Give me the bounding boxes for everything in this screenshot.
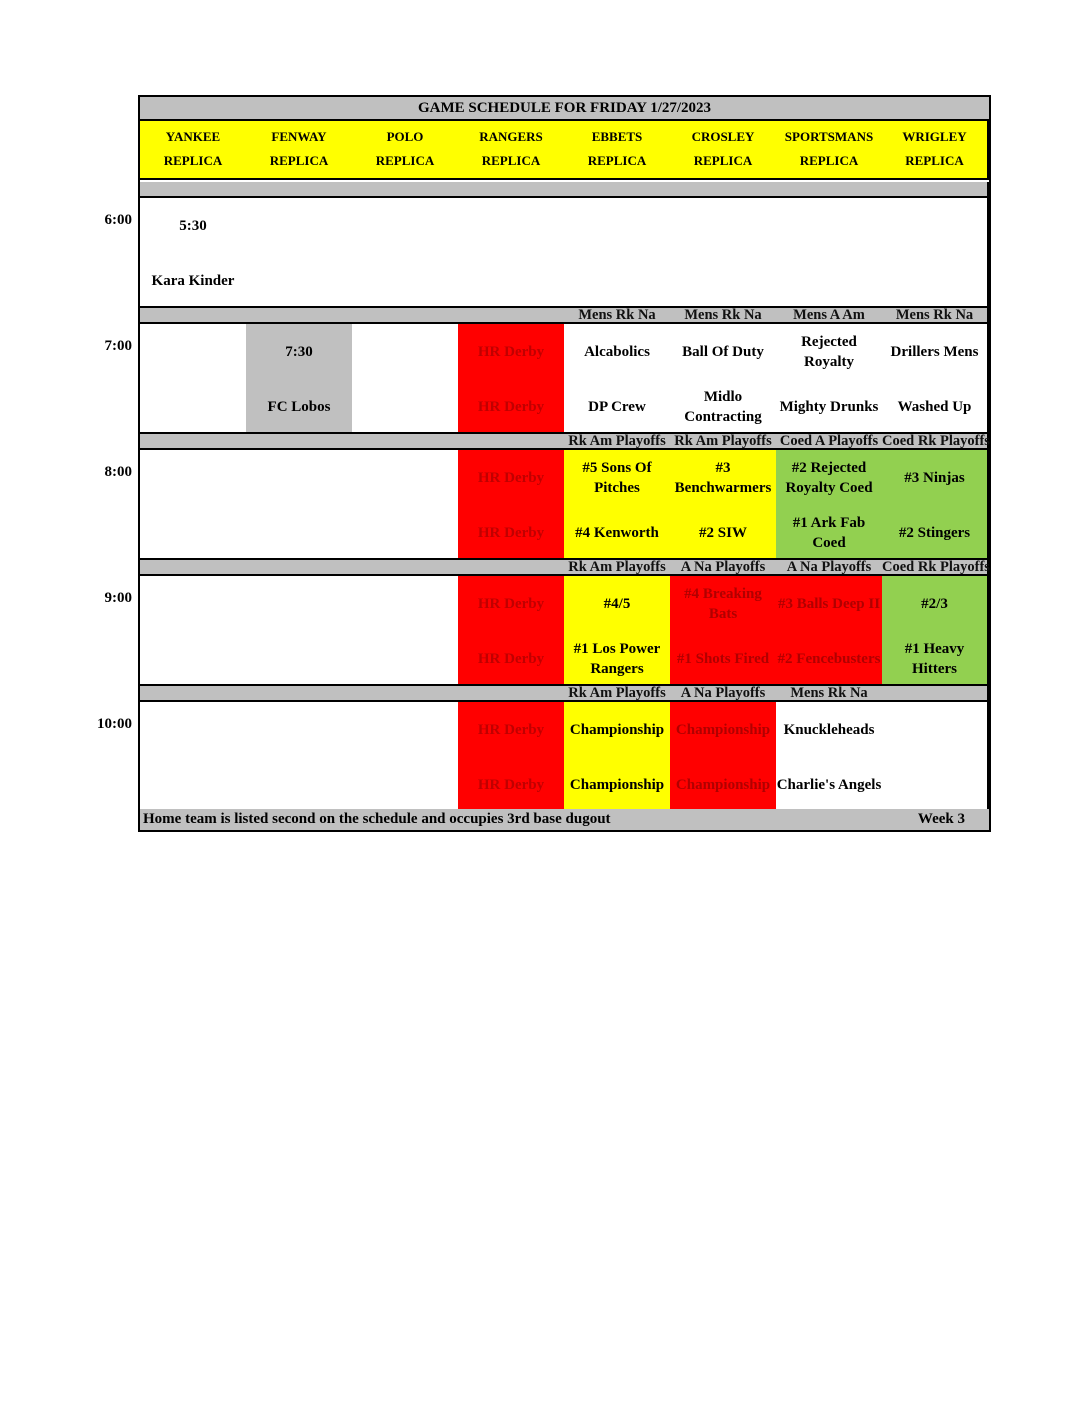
team-away: 7:30 (285, 344, 313, 360)
game-cell (352, 324, 460, 434)
division-label: A Na Playoffs (670, 560, 778, 576)
game-cell (458, 324, 566, 434)
team-away: Ball Of Duty (682, 344, 764, 360)
team-away: #2 Rejected Royalty Coed (785, 460, 873, 496)
team-away (246, 456, 352, 500)
division-label (140, 560, 248, 576)
team-home (564, 259, 670, 303)
game-cell (564, 198, 672, 308)
field-header (140, 121, 248, 180)
field-header (564, 121, 672, 180)
team-away: #3 Balls Deep II (777, 596, 881, 612)
division-label (564, 182, 672, 198)
field-name: RANGERS (479, 129, 543, 144)
division-label (776, 182, 884, 198)
game-cell (140, 450, 248, 560)
team-home (352, 511, 458, 555)
team-away: Knuckleheads (783, 722, 875, 738)
team-home: HR Derby (477, 525, 545, 541)
game-cell (776, 198, 884, 308)
team-home (352, 259, 458, 303)
team-away: #3 Ninjas (904, 470, 965, 486)
footer-note: Home team is listed second on the schedule and occupies 3rd base dugout (143, 811, 611, 827)
game-cell (458, 450, 566, 560)
game-cell (670, 576, 778, 686)
game-cell (246, 576, 354, 686)
schedule-title: GAME SCHEDULE FOR FRIDAY 1/27/2023 (140, 97, 989, 121)
division-label (246, 308, 354, 324)
game-cell (670, 702, 778, 812)
team-away (352, 330, 458, 374)
division-label (882, 182, 989, 198)
team-home: DP Crew (588, 399, 646, 415)
game-cell (140, 324, 248, 434)
division-label: Rk Am Playoffs (564, 686, 672, 702)
field-name: WRIGLEY (902, 129, 967, 144)
division-label (352, 308, 460, 324)
game-cell (882, 702, 989, 812)
division-label: Mens Rk Na (882, 308, 989, 324)
team-away (352, 582, 458, 626)
team-away: HR Derby (477, 596, 545, 612)
team-home: #1 Heavy Hitters (904, 641, 965, 677)
division-label (882, 686, 989, 702)
team-away: HR Derby (477, 722, 545, 738)
division-label: Rk Am Playoffs (670, 434, 778, 450)
team-away: Championship (675, 722, 771, 738)
field-header (458, 121, 566, 180)
time-label: 10:00 (97, 716, 132, 732)
game-cell (564, 324, 672, 434)
team-away: Championship (569, 722, 665, 738)
team-away (140, 330, 246, 374)
team-away (882, 708, 987, 752)
division-label: Mens Rk Na (564, 308, 672, 324)
division-label (458, 434, 566, 450)
division-label (140, 434, 248, 450)
team-home (882, 763, 987, 807)
field-header (670, 121, 778, 180)
team-home: HR Derby (477, 399, 545, 415)
team-home (882, 259, 987, 303)
team-home: Washed Up (897, 399, 972, 415)
team-home (670, 259, 776, 303)
division-label (246, 434, 354, 450)
team-away (458, 204, 564, 248)
team-away: #4/5 (603, 596, 631, 612)
field-sub: REPLICA (799, 153, 859, 168)
field-sub: REPLICA (481, 153, 541, 168)
team-home: HR Derby (477, 777, 545, 793)
field-header (776, 121, 884, 180)
game-cell (776, 324, 884, 434)
division-label: A Na Playoffs (670, 686, 778, 702)
team-away: #2/3 (921, 596, 948, 612)
field-header (352, 121, 460, 180)
division-label (140, 182, 248, 198)
team-home (246, 637, 352, 681)
division-label (458, 182, 566, 198)
field-sub: REPLICA (693, 153, 753, 168)
field-name: FENWAY (271, 129, 327, 144)
game-cell (140, 576, 248, 686)
game-cell (246, 450, 354, 560)
team-away (246, 708, 352, 752)
team-away (352, 708, 458, 752)
division-label (352, 434, 460, 450)
team-home (140, 763, 246, 807)
team-away (564, 204, 670, 248)
team-away (140, 456, 246, 500)
game-cell (246, 324, 354, 434)
team-home: #1 Los Power Rangers (573, 641, 661, 677)
field-header (246, 121, 354, 180)
division-label (458, 686, 566, 702)
time-label: 8:00 (104, 464, 132, 480)
game-cell (564, 576, 672, 686)
division-label: Rk Am Playoffs (564, 560, 672, 576)
division-label (352, 686, 460, 702)
field-sub: REPLICA (587, 153, 647, 168)
team-away: HR Derby (477, 344, 545, 360)
field-name: EBBETS (591, 129, 643, 144)
team-home: Kara Kinder (151, 273, 235, 289)
team-away: Alcabolics (584, 344, 650, 360)
footer-week: Week 3 (917, 811, 965, 827)
team-away (246, 204, 352, 248)
team-away (140, 708, 246, 752)
team-home: Championship (675, 777, 771, 793)
division-label: Rk Am Playoffs (564, 434, 672, 450)
game-cell (776, 450, 884, 560)
game-cell (140, 702, 248, 812)
field-sub: REPLICA (163, 153, 223, 168)
team-home: Championship (569, 777, 665, 793)
team-away (140, 582, 246, 626)
time-label: 7:00 (104, 338, 132, 354)
team-home (140, 511, 246, 555)
game-cell (458, 198, 566, 308)
team-away: #5 Sons Of Pitches (582, 460, 652, 496)
time-label: 6:00 (104, 212, 132, 228)
division-label (246, 182, 354, 198)
team-away (352, 204, 458, 248)
game-cell (458, 702, 566, 812)
team-home: Midlo Contracting (684, 389, 762, 425)
team-away (246, 582, 352, 626)
team-home (140, 637, 246, 681)
game-cell (670, 198, 778, 308)
game-cell (246, 702, 354, 812)
team-away (670, 204, 776, 248)
field-name: SPORTSMANS (784, 129, 874, 144)
team-away: HR Derby (477, 470, 545, 486)
team-away: Drillers Mens (890, 344, 979, 360)
game-cell (882, 324, 989, 434)
team-home: Mighty Drunks (779, 399, 879, 415)
team-home: #1 Shots Fired (676, 651, 770, 667)
team-home: #2 Stingers (898, 525, 971, 541)
team-home (352, 385, 458, 429)
division-label (458, 560, 566, 576)
division-label: A Na Playoffs (776, 560, 884, 576)
division-label (458, 308, 566, 324)
division-label: Mens Rk Na (776, 686, 884, 702)
game-cell (352, 198, 460, 308)
game-cell (246, 198, 354, 308)
game-cell (564, 702, 672, 812)
team-home (776, 259, 882, 303)
game-cell (564, 450, 672, 560)
team-home (246, 763, 352, 807)
game-cell (882, 450, 989, 560)
schedule-footer (140, 809, 989, 830)
team-away: #3 Benchwarmers (674, 460, 772, 496)
game-cell (670, 324, 778, 434)
game-cell (882, 576, 989, 686)
team-home (458, 259, 564, 303)
team-away: 5:30 (179, 218, 207, 234)
division-label: Mens Rk Na (670, 308, 778, 324)
field-sub: REPLICA (269, 153, 329, 168)
field-header (882, 121, 989, 180)
division-label (352, 182, 460, 198)
team-home: #4 Kenworth (575, 525, 659, 541)
game-cell (882, 198, 989, 308)
game-cell (352, 450, 460, 560)
schedule-table (138, 95, 991, 832)
field-sub: REPLICA (375, 153, 435, 168)
team-away: Rejected Royalty (801, 334, 857, 370)
game-cell (458, 576, 566, 686)
team-home: FC Lobos (267, 399, 331, 415)
division-label (352, 560, 460, 576)
field-name: CROSLEY (691, 129, 755, 144)
team-away (352, 456, 458, 500)
team-home (140, 385, 246, 429)
time-label: 9:00 (104, 590, 132, 606)
team-home: Charlie's Angels (776, 777, 882, 793)
division-label (140, 686, 248, 702)
team-home (352, 763, 458, 807)
game-cell (140, 198, 248, 308)
team-home: #2 SIW (699, 525, 747, 541)
team-home (352, 637, 458, 681)
division-label (670, 182, 778, 198)
team-away (776, 204, 882, 248)
division-label: Coed Rk Playoffs (882, 559, 990, 575)
division-label: Mens A Am (776, 308, 884, 324)
field-name: POLO (386, 129, 424, 144)
team-away (882, 204, 987, 248)
game-cell (352, 702, 460, 812)
team-home: #1 Ark Fab Coed (792, 515, 866, 551)
field-sub: REPLICA (905, 153, 964, 168)
team-home (246, 511, 352, 555)
team-home: HR Derby (477, 651, 545, 667)
game-cell (670, 450, 778, 560)
division-label (246, 686, 354, 702)
team-home (246, 259, 352, 303)
division-label: Coed Rk Playoffs (882, 433, 990, 449)
division-label (140, 308, 248, 324)
team-home: #2 Fencebusters (777, 651, 881, 667)
team-away: #4 Breaking Bats (684, 586, 762, 622)
game-cell (776, 576, 884, 686)
game-cell (776, 702, 884, 812)
field-name: YANKEE (165, 129, 221, 144)
division-label (246, 560, 354, 576)
division-label: Coed A Playoffs (776, 434, 884, 450)
game-cell (352, 576, 460, 686)
